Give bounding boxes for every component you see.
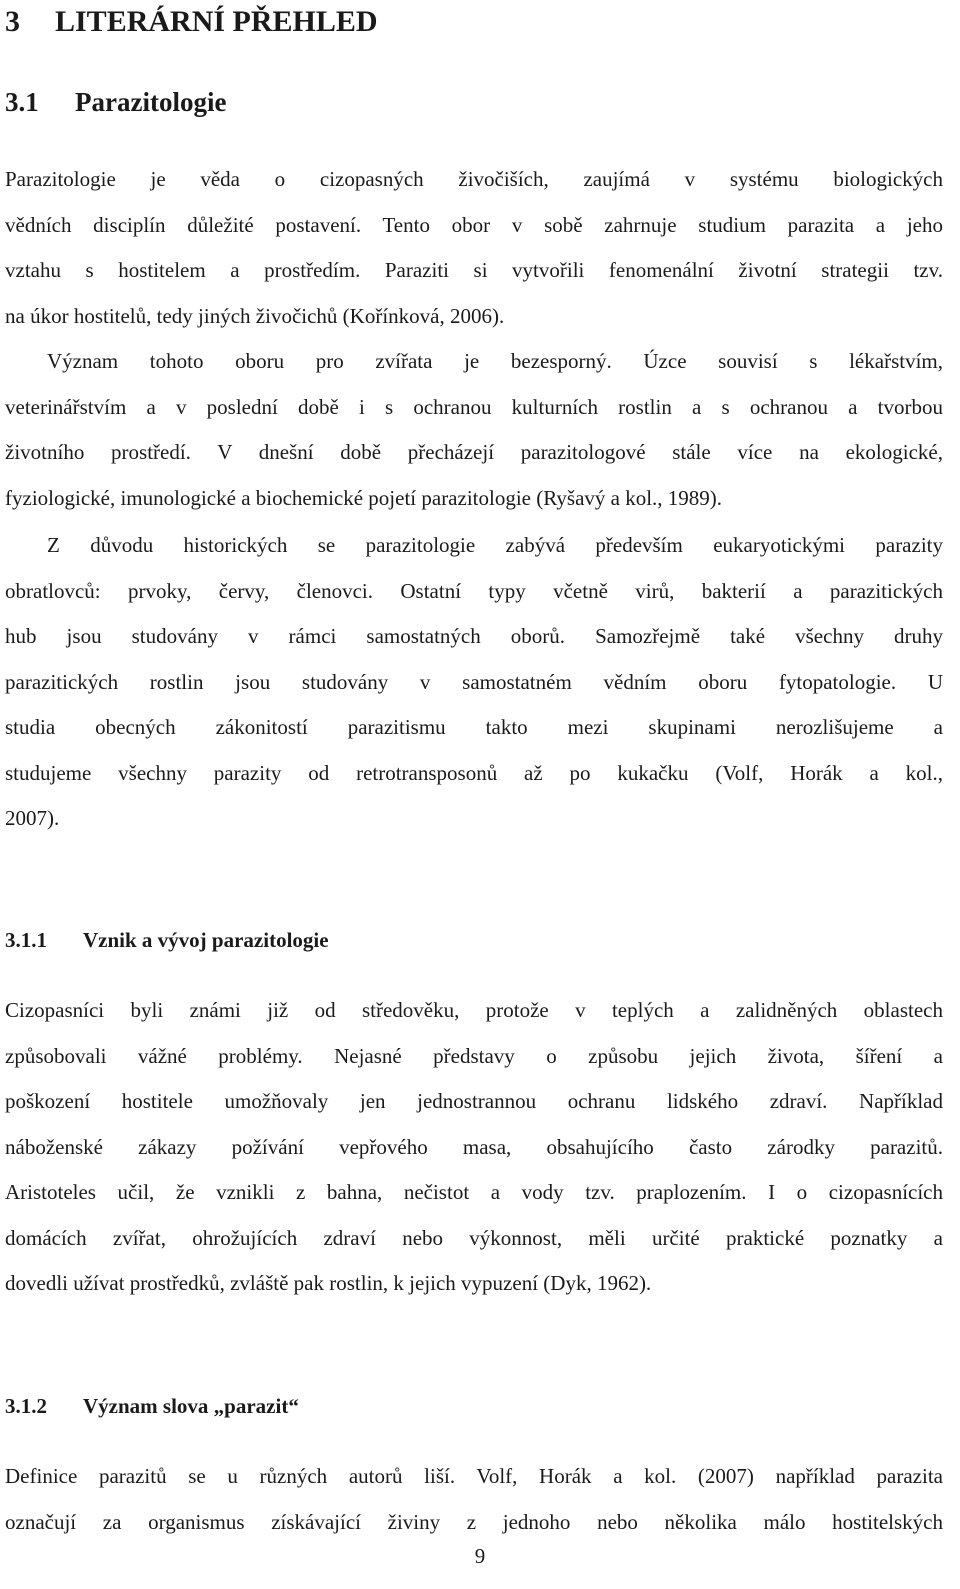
paragraph-historicke-duvody	[5, 523, 943, 842]
chapter-heading	[5, 0, 378, 44]
section-number: 3.1	[5, 87, 39, 117]
text-line: Aristoteles učil, že vznikli z bahna, nečistot a vody tzv. praplozením. I o cizopasnících	[5, 1180, 943, 1204]
subsection-title: Význam slova „parazit“	[83, 1394, 299, 1418]
text-line: fyziologické, imunologické a biochemické pojetí parazitologie (Ryšavý a kol., 1989).	[5, 485, 723, 510]
section-heading	[5, 80, 226, 124]
text-line: Parazitologie je věda o cizopasných živočiších, zaujímá v systému biologických	[5, 167, 943, 191]
text-line: dovedli užívat prostředků, zvláště pak rostlin, k jejich vypuzení (Dyk, 1962).	[5, 1271, 652, 1295]
text-line: Z důvodu historických se parazitologie zabývá především eukaryotickými parazity	[47, 533, 943, 557]
text-line: Definice parazitů se u různých autorů liší. Volf, Horák a kol. (2007) například parazita	[5, 1464, 943, 1488]
text-line: obratlovců: prvoky, červy, členovci. Ostatní typy včetně virů, bakterií a parazitických	[5, 578, 943, 603]
text-line: poškození hostitele umožňovaly jen jednostrannou ochranu lidského zdraví. Například	[5, 1089, 943, 1113]
text-line: Cizopasníci byli známi již od středověku, protože v teplých a zalidněných oblastech	[5, 998, 943, 1022]
text-line: studujeme všechny parazity od retrotransposonů až po kukačku (Volf, Horák a kol.,	[5, 760, 943, 785]
text-line: hub jsou studovány v rámci samostatných oborů. Samozřejmě také všechny druhy	[5, 624, 943, 648]
paragraph-definice-parazitu	[5, 1454, 943, 1545]
chapter-title: LITERÁRNÍ PŘEHLED	[55, 5, 378, 38]
paragraph-vznik-vyvoj	[5, 988, 943, 1307]
paragraph-parazitologie-intro	[5, 157, 943, 339]
subsection-number: 3.1.2	[5, 1394, 47, 1418]
text-line: 2007).	[5, 806, 60, 830]
text-line: na úkor hostitelů, tedy jiných živočichů (Kořínková, 2006).	[5, 303, 505, 328]
subsection-title: Vznik a vývoj parazitologie	[83, 928, 329, 952]
subsection-number: 3.1.1	[5, 928, 47, 952]
text-line: studia obecných zákonitostí parazitismu takto mezi skupinami nerozlišujeme a	[5, 715, 943, 739]
text-line: označují za organismus získávající živiny z jednoho nebo několika málo hostitelských	[5, 1509, 943, 1534]
section-title: Parazitologie	[75, 87, 227, 117]
text-line: vztahu s hostitelem a prostředím. Paraziti si vytvořili fenomenální životní strategii tzv.	[5, 258, 943, 282]
subsection-heading-vznik	[5, 924, 329, 956]
text-line: životního prostředí. V dnešní době přecházejí parazitologové stále více na ekologické,	[5, 440, 943, 464]
text-line: veterinářstvím a v poslední době i s ochranou kulturních rostlin a s ochranou a tvorbou	[5, 394, 943, 419]
text-line: parazitických rostlin jsou studovány v samostatném vědním oboru fytopatologie. U	[5, 669, 943, 694]
text-line: náboženské zákazy požívání vepřového masa, obsahujícího často zárodky parazitů.	[5, 1134, 943, 1159]
paragraph-vyznam-oboru	[5, 339, 943, 521]
text-line: Význam tohoto oboru pro zvířata je bezesporný. Úzce souvisí s lékařstvím,	[47, 349, 943, 373]
text-line: domácích zvířat, ohrožujících zdraví nebo výkonnost, měli určité praktické poznatky a	[5, 1225, 943, 1250]
text-line: způsobovali vážné problémy. Nejasné představy o způsobu jejich života, šíření a	[5, 1043, 943, 1068]
page-number: 9	[474, 1544, 486, 1568]
text-line: vědních disciplín důležité postavení. Tento obor v sobě zahrnuje studium parazita a jeho	[5, 212, 943, 237]
subsection-heading-vyznam-slova	[5, 1390, 299, 1422]
chapter-number: 3	[5, 5, 20, 38]
